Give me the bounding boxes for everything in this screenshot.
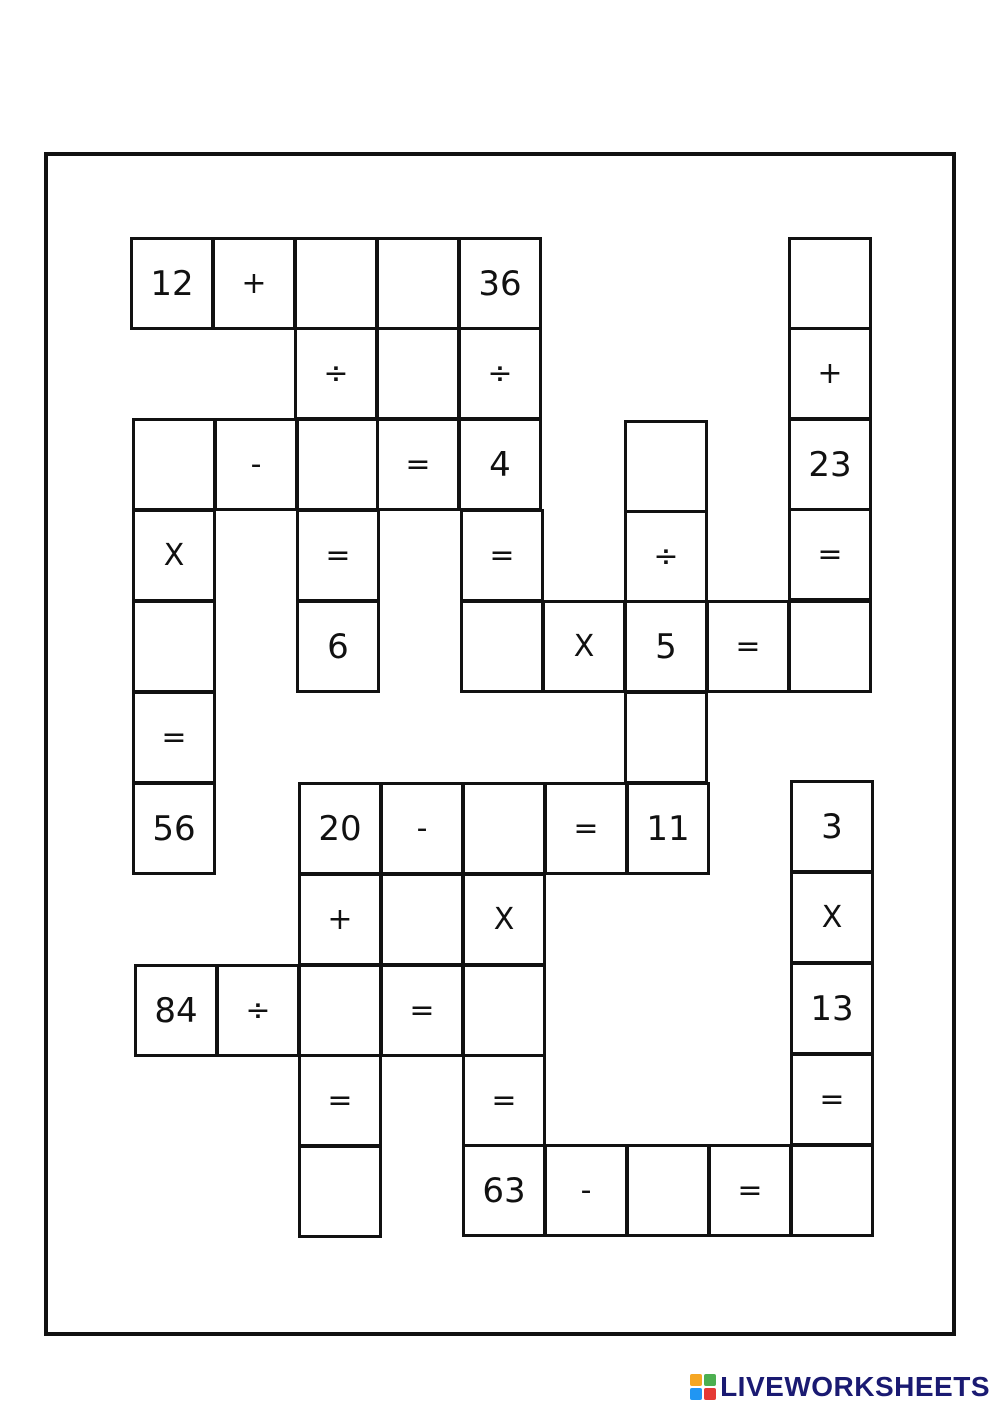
- cell-r0c2[interactable]: [294, 237, 378, 330]
- cell-r9c8: =: [790, 1053, 874, 1146]
- logo-square-green: [704, 1374, 716, 1386]
- cell-r2c2[interactable]: [296, 418, 380, 511]
- cell-r10c2[interactable]: [298, 1145, 382, 1238]
- cell-r5c6[interactable]: [624, 691, 708, 784]
- cell-r3c6: ÷: [624, 510, 708, 603]
- cell-r7c8: X: [790, 871, 874, 964]
- cell-r3c8: =: [788, 508, 872, 601]
- cell-r6c4[interactable]: [462, 782, 546, 875]
- cell-r0c3[interactable]: [376, 237, 460, 330]
- cell-r4c8[interactable]: [788, 600, 872, 693]
- liveworksheets-logo-icon: [690, 1374, 716, 1400]
- cell-r1c8: +: [788, 327, 872, 420]
- cell-r6c6: 11: [626, 782, 710, 875]
- cell-r0c8[interactable]: [788, 237, 872, 330]
- liveworksheets-brand[interactable]: [690, 1369, 990, 1405]
- cell-r2c6[interactable]: [624, 420, 708, 513]
- cell-r2c3: =: [376, 418, 460, 511]
- cell-r6c3: -: [380, 782, 464, 875]
- cell-r3c4: =: [460, 509, 544, 602]
- logo-square-blue: [690, 1388, 702, 1400]
- cell-r4c4[interactable]: [460, 600, 544, 693]
- cell-r10c7: =: [708, 1144, 792, 1237]
- cell-r4c7: =: [706, 600, 790, 693]
- logo-square-orange: [690, 1374, 702, 1386]
- cell-r4c0[interactable]: [132, 600, 216, 693]
- cell-r6c0: 56: [132, 782, 216, 875]
- cell-r7c4: X: [462, 873, 546, 966]
- cell-r1c4: ÷: [458, 327, 542, 420]
- cell-r2c8: 23: [788, 418, 872, 511]
- cell-r3c0: X: [132, 509, 216, 602]
- cell-r9c2: =: [298, 1054, 382, 1147]
- cell-r2c4: 4: [458, 418, 542, 511]
- cell-r6c5: =: [544, 782, 628, 875]
- cell-r10c6[interactable]: [626, 1144, 710, 1237]
- cell-r8c2[interactable]: [298, 964, 382, 1057]
- cell-r6c2: 20: [298, 782, 382, 875]
- cell-r7c3[interactable]: [380, 873, 464, 966]
- cell-r1c2: ÷: [294, 327, 378, 420]
- cell-r8c4[interactable]: [462, 964, 546, 1057]
- cell-r7c2: +: [298, 873, 382, 966]
- cell-r6c8: 3: [790, 780, 874, 873]
- cell-r4c5: X: [542, 600, 626, 693]
- cell-r4c6: 5: [624, 600, 708, 693]
- cell-r8c1: ÷: [216, 964, 300, 1057]
- cell-r10c8[interactable]: [790, 1144, 874, 1237]
- cell-r0c1: +: [212, 237, 296, 330]
- cell-r10c5: -: [544, 1144, 628, 1237]
- cell-r5c0: =: [132, 691, 216, 784]
- cell-r10c4: 63: [462, 1144, 546, 1237]
- cell-r8c3: =: [380, 964, 464, 1057]
- cell-r8c0: 84: [134, 964, 218, 1057]
- cell-r4c2: 6: [296, 600, 380, 693]
- cell-r3c2: =: [296, 509, 380, 602]
- cell-r2c1: -: [214, 418, 298, 511]
- cell-r9c4: =: [462, 1054, 546, 1147]
- cell-r0c4: 36: [458, 237, 542, 330]
- cell-r0c0: 12: [130, 237, 214, 330]
- logo-square-red: [704, 1388, 716, 1400]
- cell-r2c0[interactable]: [132, 418, 216, 511]
- brand-text: LIVEWORKSHEETS: [720, 1371, 990, 1402]
- cell-r8c8: 13: [790, 962, 874, 1055]
- cell-r1c3[interactable]: [376, 327, 460, 420]
